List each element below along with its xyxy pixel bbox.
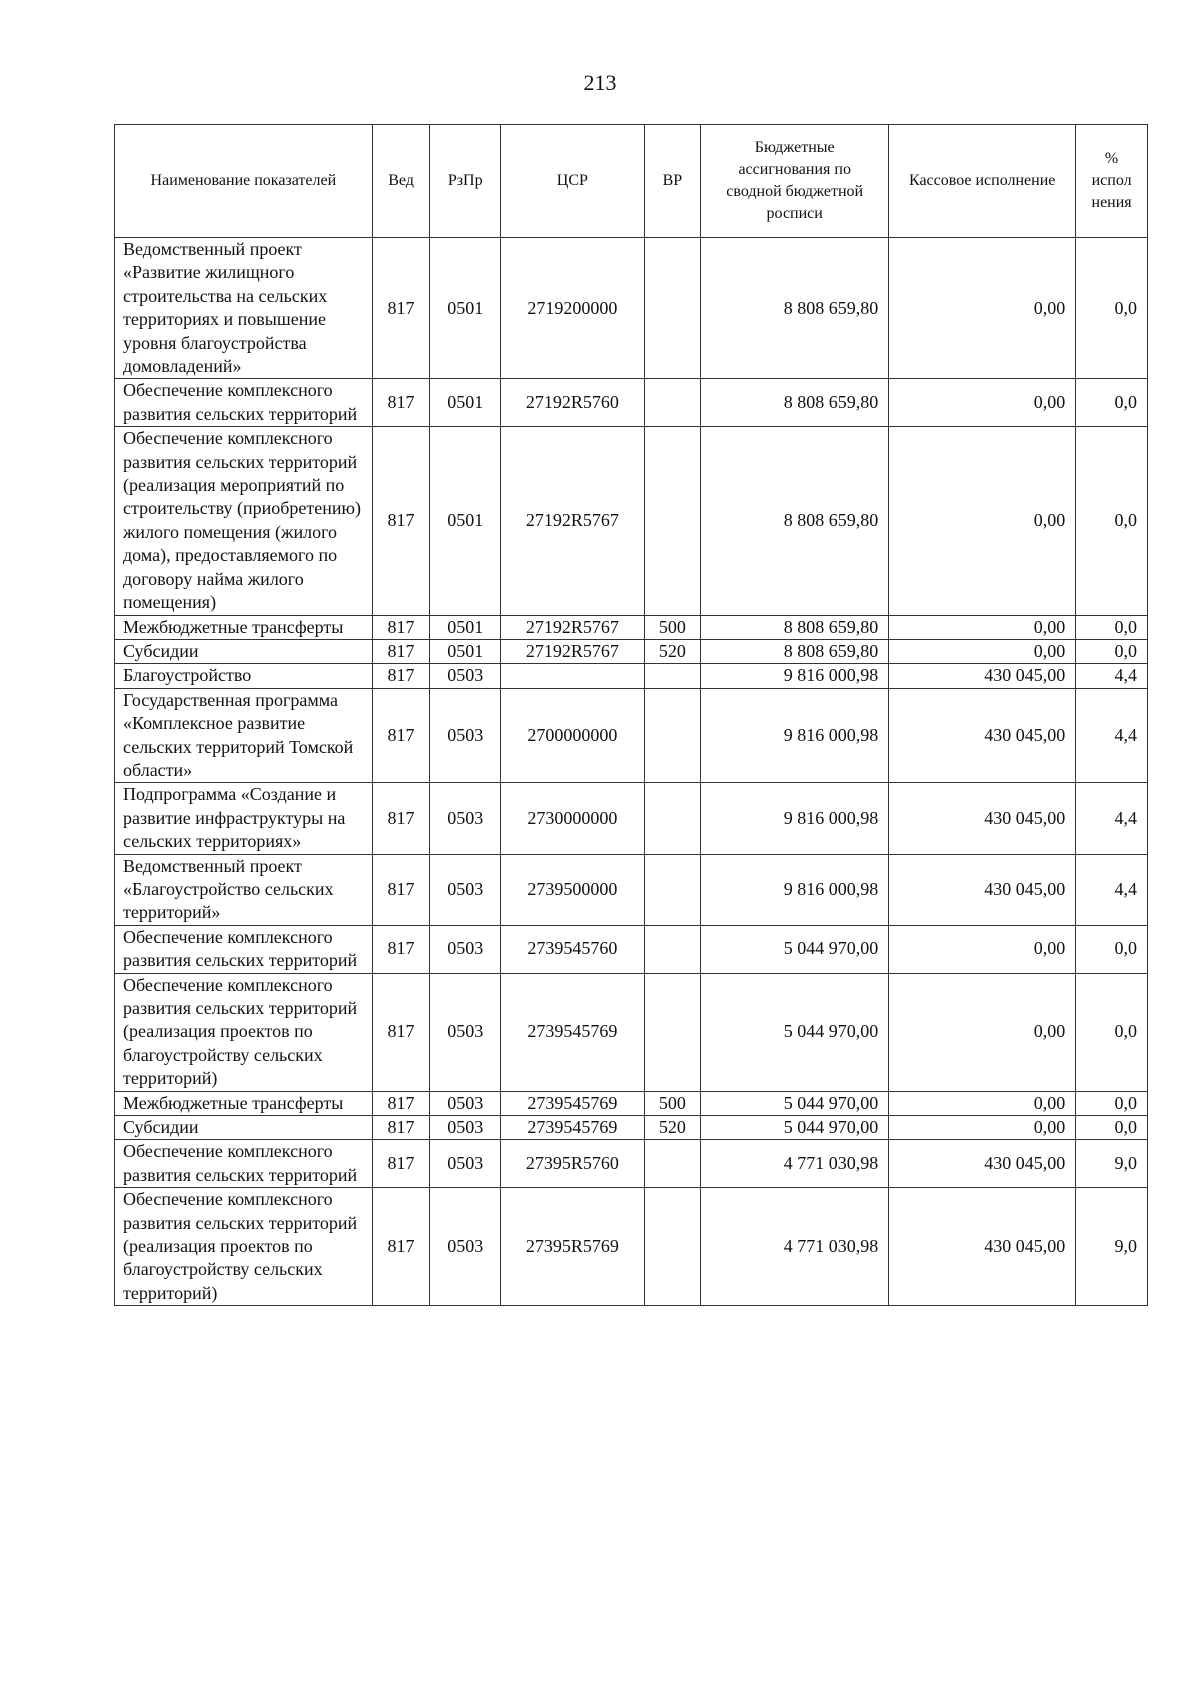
row-budget-cell: 8 808 659,80 [701,615,889,639]
row-name-cell: Межбюджетные трансферты [115,1091,373,1115]
row-rzpr-cell: 0501 [430,615,501,639]
row-csr-cell: 2739500000 [501,854,645,925]
row-budget-cell: 5 044 970,00 [701,1091,889,1115]
row-pct-cell: 0,0 [1076,238,1148,379]
row-pct-cell: 4,4 [1076,664,1148,688]
row-ved-cell: 817 [372,1140,430,1188]
row-ved-cell: 817 [372,379,430,427]
row-ved-cell: 817 [372,925,430,973]
row-name-cell: Обеспечение комплексного развития сельских территорий (реализация проектов по благоустройству сельских территорий) [115,1188,373,1306]
row-ved-cell: 817 [372,664,430,688]
row-csr-cell: 2730000000 [501,783,645,854]
col-header-rzpr: РзПр [430,125,501,238]
row-vr-cell: 500 [644,615,701,639]
row-name-cell: Межбюджетные трансферты [115,615,373,639]
row-budget-cell: 5 044 970,00 [701,973,889,1091]
row-rzpr-cell: 0503 [430,973,501,1091]
row-name-cell: Обеспечение комплексного развития сельских территорий [115,1140,373,1188]
table-row [115,427,1148,615]
row-csr-cell: 2700000000 [501,688,645,783]
row-name-cell: Государственная программа «Комплексное развитие сельских территорий Томской области» [115,688,373,783]
row-name-cell: Обеспечение комплексного развития сельских территорий [115,925,373,973]
row-budget-cell: 9 816 000,98 [701,688,889,783]
row-pct-cell: 4,4 [1076,688,1148,783]
row-budget-cell: 8 808 659,80 [701,639,889,663]
row-exec-cell: 430 045,00 [889,1140,1076,1188]
row-budget-cell: 4 771 030,98 [701,1188,889,1306]
row-csr-cell [501,664,645,688]
row-ved-cell: 817 [372,238,430,379]
row-rzpr-cell: 0503 [430,1116,501,1140]
col-header-pct: % испол нения [1076,125,1148,238]
table-row [115,925,1148,973]
row-csr-cell: 2739545769 [501,973,645,1091]
row-ved-cell: 817 [372,1116,430,1140]
table-header-row [115,125,1148,238]
table-row [115,615,1148,639]
row-exec-cell: 430 045,00 [889,664,1076,688]
row-budget-cell: 9 816 000,98 [701,783,889,854]
row-budget-cell: 5 044 970,00 [701,1116,889,1140]
row-rzpr-cell: 0503 [430,664,501,688]
row-budget-cell: 4 771 030,98 [701,1140,889,1188]
table-row [115,1140,1148,1188]
col-header-exec: Кассовое исполнение [889,125,1076,238]
row-pct-cell: 0,0 [1076,427,1148,615]
row-vr-cell [644,783,701,854]
row-vr-cell [644,925,701,973]
row-exec-cell: 0,00 [889,925,1076,973]
row-rzpr-cell: 0501 [430,427,501,615]
row-csr-cell: 27192R5767 [501,639,645,663]
row-ved-cell: 817 [372,1188,430,1306]
row-rzpr-cell: 0503 [430,854,501,925]
col-header-vr: ВР [644,125,701,238]
row-pct-cell: 0,0 [1076,639,1148,663]
row-name-cell: Благоустройство [115,664,373,688]
row-vr-cell [644,688,701,783]
row-name-cell: Обеспечение комплексного развития сельских территорий (реализация проектов по благоустройству сельских территорий) [115,973,373,1091]
row-exec-cell: 0,00 [889,238,1076,379]
row-name-cell: Субсидии [115,1116,373,1140]
row-rzpr-cell: 0501 [430,238,501,379]
row-csr-cell: 2739545769 [501,1091,645,1115]
row-pct-cell: 0,0 [1076,925,1148,973]
row-vr-cell [644,854,701,925]
row-pct-cell: 4,4 [1076,854,1148,925]
table-row [115,1188,1148,1306]
row-name-cell: Обеспечение комплексного развития сельских территорий [115,379,373,427]
row-vr-cell: 520 [644,639,701,663]
row-pct-cell: 0,0 [1076,615,1148,639]
row-pct-cell: 0,0 [1076,973,1148,1091]
row-vr-cell [644,379,701,427]
row-exec-cell: 0,00 [889,379,1076,427]
row-rzpr-cell: 0503 [430,925,501,973]
row-csr-cell: 27395R5769 [501,1188,645,1306]
col-header-ved: Вед [372,125,430,238]
row-rzpr-cell: 0503 [430,1140,501,1188]
row-csr-cell: 2739545760 [501,925,645,973]
row-exec-cell: 0,00 [889,1116,1076,1140]
row-vr-cell: 520 [644,1116,701,1140]
row-pct-cell: 9,0 [1076,1188,1148,1306]
row-csr-cell: 2719200000 [501,238,645,379]
row-exec-cell: 0,00 [889,973,1076,1091]
row-rzpr-cell: 0501 [430,639,501,663]
row-csr-cell: 27192R5760 [501,379,645,427]
row-vr-cell [644,664,701,688]
row-ved-cell: 817 [372,973,430,1091]
row-name-cell: Обеспечение комплексного развития сельских территорий (реализация мероприятий по строительству (приобретению) жилого помещения (жилого дома), предоставляемого по договору найма жилого помещения) [115,427,373,615]
row-ved-cell: 817 [372,639,430,663]
row-vr-cell [644,238,701,379]
table-row [115,688,1148,783]
row-name-cell: Ведомственный проект «Развитие жилищного строительства на сельских территориях и повышение уровня благоустройства домовладений» [115,238,373,379]
row-budget-cell: 9 816 000,98 [701,664,889,688]
table-row [115,1116,1148,1140]
row-vr-cell [644,427,701,615]
budget-table [114,124,1148,1306]
row-ved-cell: 817 [372,1091,430,1115]
row-budget-cell: 8 808 659,80 [701,379,889,427]
row-ved-cell: 817 [372,783,430,854]
col-header-budget: Бюджетные ассигнования по сводной бюджетной росписи [701,125,889,238]
row-pct-cell: 0,0 [1076,1116,1148,1140]
table-row [115,854,1148,925]
table-row [115,238,1148,379]
row-exec-cell: 430 045,00 [889,854,1076,925]
row-csr-cell: 2739545769 [501,1116,645,1140]
row-budget-cell: 8 808 659,80 [701,238,889,379]
row-csr-cell: 27192R5767 [501,427,645,615]
row-rzpr-cell: 0503 [430,1091,501,1115]
row-pct-cell: 4,4 [1076,783,1148,854]
row-name-cell: Подпрограмма «Создание и развитие инфраструктуры на сельских территориях» [115,783,373,854]
row-exec-cell: 0,00 [889,427,1076,615]
row-csr-cell: 27395R5760 [501,1140,645,1188]
table-row [115,639,1148,663]
row-csr-cell: 27192R5767 [501,615,645,639]
col-header-csr: ЦСР [501,125,645,238]
row-budget-cell: 5 044 970,00 [701,925,889,973]
row-exec-cell: 0,00 [889,615,1076,639]
row-budget-cell: 8 808 659,80 [701,427,889,615]
row-vr-cell [644,1188,701,1306]
row-budget-cell: 9 816 000,98 [701,854,889,925]
table-row [115,1091,1148,1115]
row-pct-cell: 0,0 [1076,1091,1148,1115]
col-header-name: Наименование показателей [115,125,373,238]
row-rzpr-cell: 0503 [430,1188,501,1306]
row-ved-cell: 817 [372,427,430,615]
row-vr-cell [644,973,701,1091]
row-exec-cell: 0,00 [889,639,1076,663]
table-row [115,973,1148,1091]
page-number: 213 [583,70,617,95]
row-ved-cell: 817 [372,688,430,783]
row-pct-cell: 0,0 [1076,379,1148,427]
row-name-cell: Субсидии [115,639,373,663]
table-row [115,664,1148,688]
row-ved-cell: 817 [372,615,430,639]
row-rzpr-cell: 0503 [430,688,501,783]
table-row [115,379,1148,427]
row-vr-cell: 500 [644,1091,701,1115]
row-name-cell: Ведомственный проект «Благоустройство сельских территорий» [115,854,373,925]
row-vr-cell [644,1140,701,1188]
row-exec-cell: 430 045,00 [889,688,1076,783]
row-exec-cell: 430 045,00 [889,783,1076,854]
table-row [115,783,1148,854]
row-pct-cell: 9,0 [1076,1140,1148,1188]
row-rzpr-cell: 0501 [430,379,501,427]
row-ved-cell: 817 [372,854,430,925]
row-exec-cell: 0,00 [889,1091,1076,1115]
row-rzpr-cell: 0503 [430,783,501,854]
row-exec-cell: 430 045,00 [889,1188,1076,1306]
